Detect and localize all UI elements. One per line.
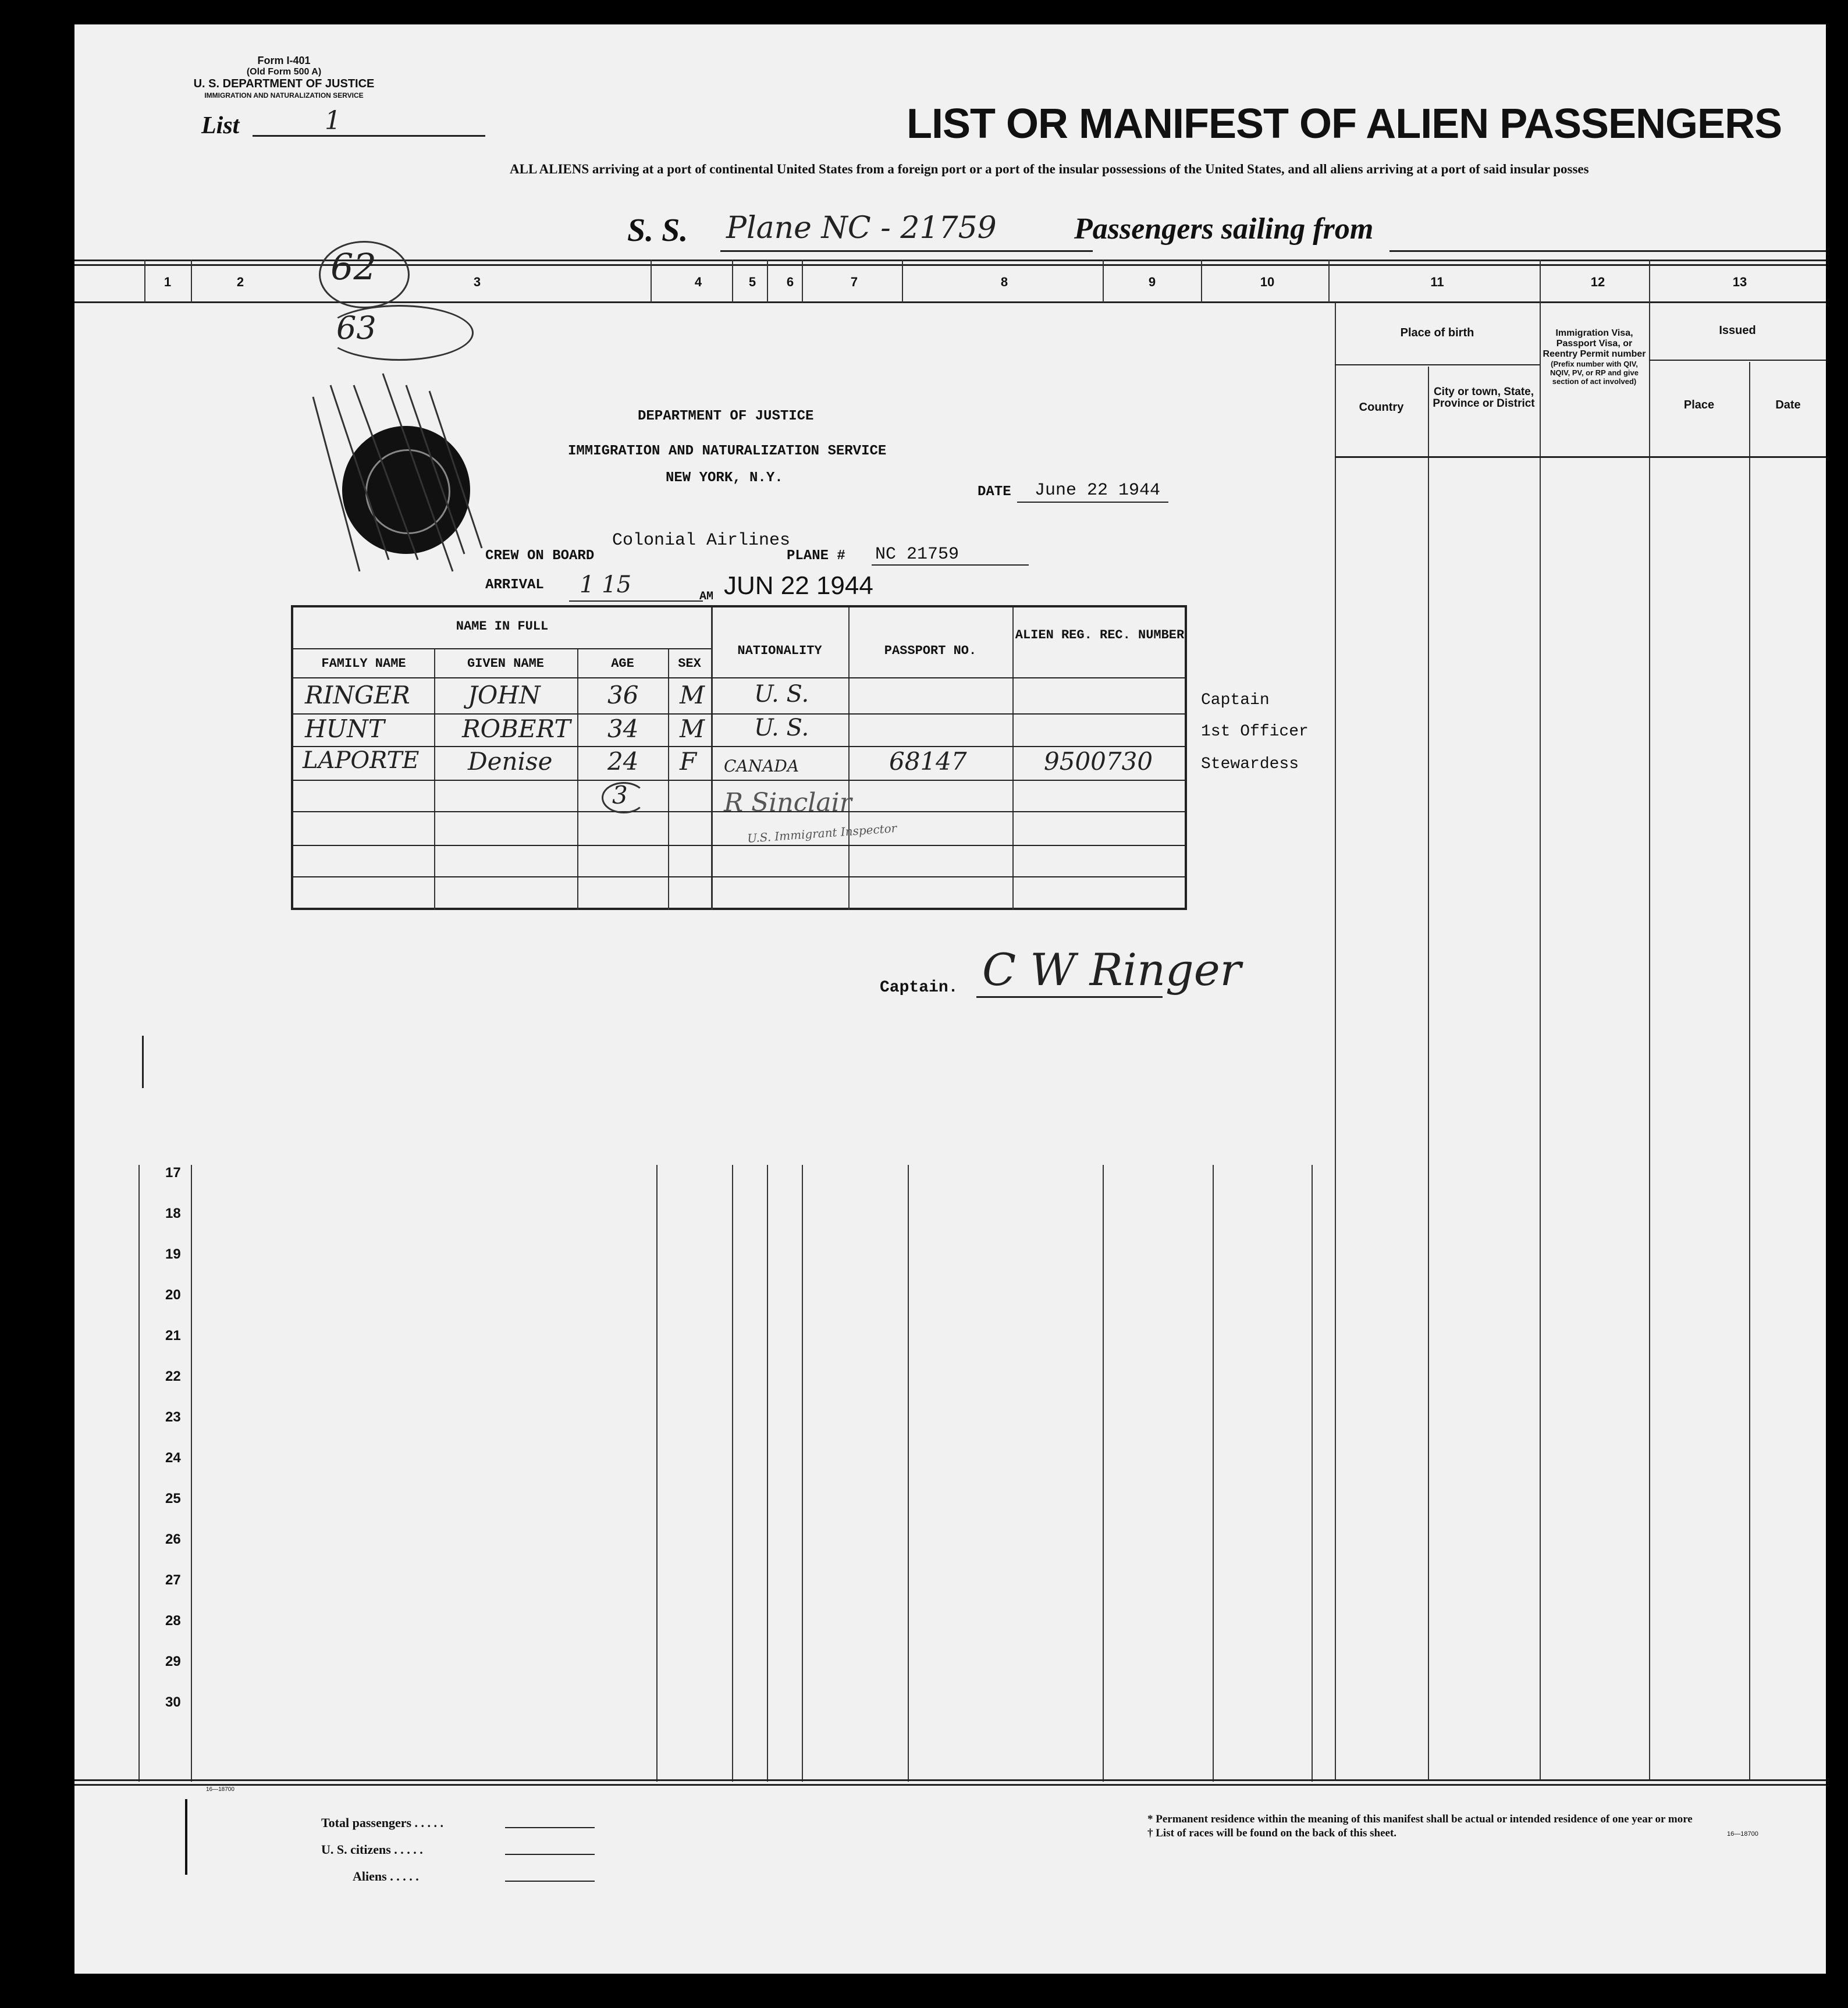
page-title: LIST OR MANIFEST OF ALIEN PASSENGERS xyxy=(907,101,1782,147)
inspector-signature: R Sinclair xyxy=(724,788,852,818)
given-name-header: GIVEN NAME xyxy=(467,656,545,671)
us-citizens-label: U. S. citizens . . . . . xyxy=(321,1842,423,1857)
name-in-full-header: NAME IN FULL xyxy=(456,619,549,634)
col-num-11: 11 xyxy=(1430,275,1444,289)
visa-header xyxy=(1542,328,1647,386)
doj-line1: DEPARTMENT OF JUSTICE xyxy=(638,408,814,424)
total-passengers-label: Total passengers . . . . . xyxy=(321,1815,444,1830)
crew-1-family: RINGER xyxy=(305,681,410,709)
city-header: City or town, State, Province or District xyxy=(1433,386,1535,410)
row-num-21: 21 xyxy=(165,1328,181,1344)
row-num-18: 18 xyxy=(165,1206,181,1221)
ss-underline xyxy=(720,250,1093,252)
footnote-1: * Permanent residence within the meaning of this manifest shall be actual or intended residence of one year or more xyxy=(1147,1813,1693,1825)
form-number: Form I-401 xyxy=(257,55,311,66)
row-num-28: 28 xyxy=(165,1613,181,1629)
doj-line3: NEW YORK, N.Y. xyxy=(666,470,783,486)
department: U. S. DEPARTMENT OF JUSTICE xyxy=(193,77,375,90)
crew-2-family: HUNT xyxy=(305,715,385,743)
col-num-12: 12 xyxy=(1590,275,1605,289)
inspector-title: U.S. Immigrant Inspector xyxy=(747,821,897,845)
row-num-27: 27 xyxy=(165,1572,181,1588)
manifest-sheet xyxy=(74,24,1826,1974)
plane-value: NC 21759 xyxy=(875,545,959,564)
ss-label: S. S. xyxy=(627,212,688,248)
age-header: AGE xyxy=(611,656,634,671)
ss-value: Plane NC - 21759 xyxy=(726,211,997,246)
alien-reg-header: ALIEN REG. REC. NUMBER xyxy=(1015,628,1185,642)
arrival-time: 1 15 xyxy=(580,571,632,598)
nationality-header: NATIONALITY xyxy=(737,644,822,658)
role-stewardess: Stewardess xyxy=(1201,755,1299,773)
family-name-header: FAMILY NAME xyxy=(321,656,406,671)
row-num-29: 29 xyxy=(165,1654,181,1669)
sailing-label: Passengers sailing from xyxy=(1074,212,1374,246)
doj-line2: IMMIGRATION AND NATURALIZATION SERVICE xyxy=(568,443,887,459)
col-num-10: 10 xyxy=(1260,275,1275,289)
handwritten-number-63: 63 xyxy=(336,310,376,346)
visa-header-note: (Prefix number with QIV, NQIV, PV, or RP and give section of act involved) xyxy=(1550,360,1639,386)
role-first-officer: 1st Officer xyxy=(1201,723,1309,741)
sailing-underline xyxy=(1389,250,1826,252)
crew-1-sex: M xyxy=(680,681,705,709)
plane-label: PLANE # xyxy=(787,548,845,564)
crew-3-alien: 9500730 xyxy=(1044,747,1153,776)
crew-3-family: LAPORTE xyxy=(303,747,420,774)
circle-mark xyxy=(319,241,410,308)
service: IMMIGRATION AND NATURALIZATION SERVICE xyxy=(204,91,364,99)
footnote-code: 16—18700 xyxy=(1727,1831,1758,1838)
crew-2-sex: M xyxy=(680,715,705,743)
handwritten-number-62: 62 xyxy=(330,246,376,288)
form-header xyxy=(185,55,383,101)
crew-on-board-label: CREW ON BOARD xyxy=(485,548,595,564)
col-num-5: 5 xyxy=(748,275,756,289)
place-of-birth-header: Place of birth xyxy=(1400,326,1474,339)
row-num-19: 19 xyxy=(165,1246,181,1262)
aliens-label: Aliens . . . . . xyxy=(353,1869,419,1883)
doj-date-value: June 22 1944 xyxy=(1035,481,1161,500)
row-num-26: 26 xyxy=(165,1531,181,1547)
col-num-13: 13 xyxy=(1732,275,1747,289)
col-num-6: 6 xyxy=(786,275,794,289)
list-label: List xyxy=(201,112,240,139)
row-num-24: 24 xyxy=(165,1450,181,1466)
issued-header: Issued xyxy=(1719,324,1756,337)
footnote-2: † List of races will be found on the back of this sheet. xyxy=(1147,1827,1397,1839)
col-num-2: 2 xyxy=(236,275,244,289)
crew-1-given: JOHN xyxy=(468,681,541,709)
country-header: Country xyxy=(1359,401,1404,414)
row-num-22: 22 xyxy=(165,1369,181,1384)
role-captain: Captain xyxy=(1201,691,1270,709)
row-num-30: 30 xyxy=(165,1694,181,1710)
crew-table xyxy=(291,605,1187,910)
row-num-17: 17 xyxy=(165,1165,181,1181)
row-num-23: 23 xyxy=(165,1409,181,1425)
crew-2-nationality: U. S. xyxy=(754,715,809,741)
place-header: Place xyxy=(1683,399,1715,411)
crew-2-age: 34 xyxy=(607,715,639,743)
subtitle: ALL ALIENS arriving at a port of continental United States from a foreign port or a port of the insular possessions of the United States, and all aliens arriving at a port of said insular posses xyxy=(510,162,1589,176)
col-num-8: 8 xyxy=(1000,275,1008,289)
footer-code-left: 16—18700 xyxy=(206,1786,234,1793)
col-num-4: 4 xyxy=(694,275,702,289)
arrival-date: JUN 22 1944 xyxy=(724,571,873,600)
row-num-25: 25 xyxy=(165,1491,181,1506)
col-num-3: 3 xyxy=(473,275,481,289)
captain-signature: C W Ringer xyxy=(982,944,1242,996)
col-num-1: 1 xyxy=(164,275,172,289)
crew-2-given: ROBERT xyxy=(462,715,571,743)
sex-header: SEX xyxy=(678,656,701,671)
row-num-20: 20 xyxy=(165,1287,181,1303)
crew-1-age: 36 xyxy=(607,681,639,709)
crew-3-passport: 68147 xyxy=(889,747,967,776)
crew-total: 3 xyxy=(612,781,628,809)
am-label: AM xyxy=(699,590,714,603)
captain-label: Captain. xyxy=(880,979,958,997)
date-header: Date xyxy=(1775,399,1801,411)
visa-header-text: Immigration Visa, Passport Visa, or Reentry Permit number xyxy=(1543,328,1646,359)
col-num-7: 7 xyxy=(850,275,858,289)
list-value: 1 xyxy=(325,106,341,136)
airline-name: Colonial Airlines xyxy=(612,531,791,550)
list-underline xyxy=(253,135,485,137)
crew-3-nationality: CANADA xyxy=(724,756,799,776)
old-form: (Old Form 500 A) xyxy=(246,67,322,77)
crew-3-given: Denise xyxy=(468,747,553,776)
doj-date-label: DATE xyxy=(978,484,1011,500)
crew-1-nationality: U. S. xyxy=(754,681,809,708)
scribble-mark xyxy=(290,350,499,595)
arrival-label: ARRIVAL xyxy=(485,577,544,593)
col-num-9: 9 xyxy=(1148,275,1156,289)
crew-3-age: 24 xyxy=(607,747,639,776)
passport-header: PASSPORT NO. xyxy=(884,644,977,658)
crew-3-sex: F xyxy=(680,747,697,776)
